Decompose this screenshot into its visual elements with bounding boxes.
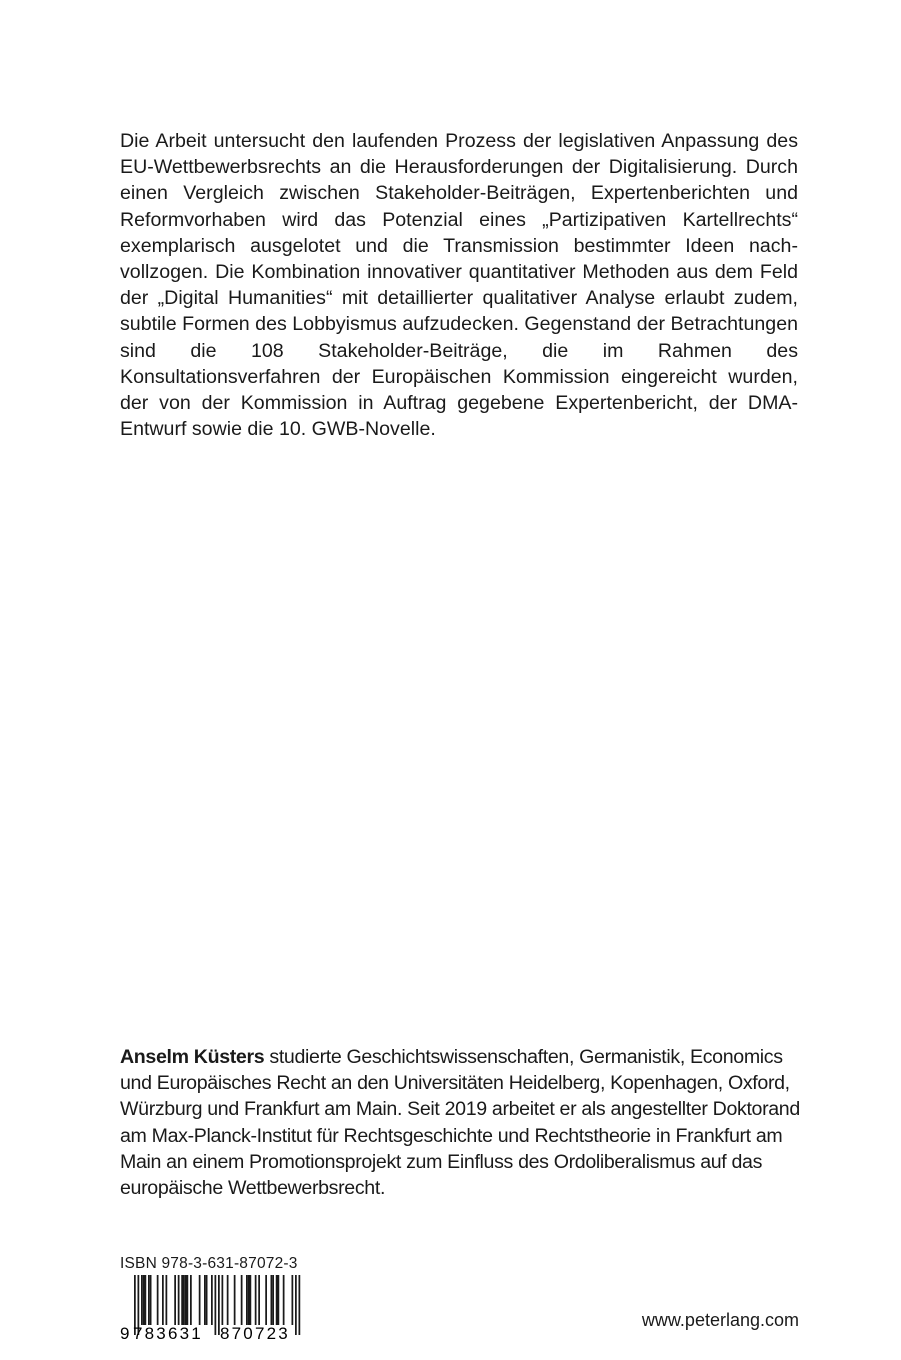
barcode-bar [265,1275,267,1325]
barcode-bar [178,1275,180,1325]
barcode-bar [299,1275,301,1335]
isbn-barcode [120,1275,310,1341]
barcode-bar [143,1275,145,1325]
barcode-bar [227,1275,229,1325]
author-name: Anselm Küsters [120,1046,265,1068]
barcode-bar [258,1275,260,1325]
barcode-bar [166,1275,168,1325]
author-bio-text: studierte Geschichtswissenschaften, Germanistik, Economics und Europäisches Recht an den Universitäten Heidelberg, Kopenhagen, Oxford, Würzburg und Frankfurt am Main. Seit 2019 arbeitet er als angestellter Doktorand am Max-Planck-Institut für Rechtsgeschichte und Rechtstheorie in Frankfurt am Main an einem Promotionsprojekt zum Einfluss des Ordoliberalismus auf das europäische Wettbewerbsrecht. [120,1046,800,1200]
barcode-bar [246,1275,248,1325]
barcode-bar [250,1275,252,1325]
barcode-bar [222,1275,224,1325]
barcode-bar [145,1275,147,1325]
barcode-bar [295,1275,297,1335]
barcode-bar [215,1275,217,1335]
barcode-bar [157,1275,159,1325]
barcode-digit-lead: 9 [120,1324,130,1341]
author-bio [120,1044,802,1201]
barcode-bar [190,1275,192,1325]
barcode-bar [174,1275,176,1325]
barcode-bar [272,1275,274,1325]
back-cover-blurb: Die Arbeit untersucht den laufenden Prozess der legislativen Anpassung des EU-Wettbewerbsrechts an die Herausforderungen der Digitalisierung. Durch einen Vergleich zwischen Stakeholder-Beiträgen, Expertenberichten und Reformvorhaben wird das Potenzial eines „Partizipativen Kartellrechts“ exemplarisch ausgelotet und die Transmission bestimmter Ideen nachvollzogen. Die Kombination innovativer quantitativer Methoden aus dem Feld der „Digital Humanities“ mit detaillierter qualitativer Analyse erlaubt zudem, subtile Formen des Lobbyismus aufzudecken. Gegenstand der Betrachtungen sind die 108 Stakeholder-Beiträge, die im Rahmen des Konsultationsverfahren der Europäischen Kommission eingereicht wurden, der von der Kommission in Auftrag gegebene Expertenbericht, der DMA-Entwurf sowie die 10. GWB-Novelle. [120,130,798,441]
barcode-bar [241,1275,243,1325]
barcode-bar [150,1275,152,1325]
barcode-bar [278,1275,280,1325]
barcode-bar [185,1275,187,1325]
publisher-website-link[interactable]: www.peterlang.com [641,1310,799,1330]
barcode-bar [141,1275,143,1325]
barcode-bar [181,1275,183,1325]
isbn-label: ISBN 978-3-631-87072-3 [120,1255,298,1272]
barcode-digits-left: 783631 [133,1324,203,1341]
barcode-bar [283,1275,285,1325]
barcode-bar [234,1275,236,1325]
barcode-bar [255,1275,257,1325]
barcode-bar [271,1275,273,1325]
barcode-bar [187,1275,189,1325]
barcode-bar [292,1275,294,1325]
barcode-bar [248,1275,250,1325]
barcode-bar [162,1275,164,1325]
barcode-bar [183,1275,185,1325]
barcode-bar [148,1275,150,1325]
barcode-digits-right: 870723 [220,1324,290,1341]
barcode-bar [276,1275,278,1325]
barcode-bar [206,1275,208,1325]
barcode-bar [199,1275,201,1325]
barcode-bar [204,1275,206,1325]
barcode-bar [211,1275,213,1325]
